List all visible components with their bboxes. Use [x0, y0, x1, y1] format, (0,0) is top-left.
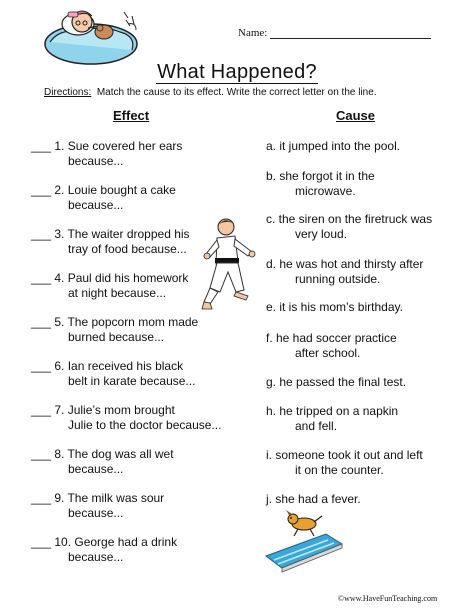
effect-continuation: because... [68, 549, 124, 564]
cause-text: b. she forgot it in the [266, 169, 375, 183]
cause-heading: Cause [336, 108, 376, 123]
karate-boy-illustration [200, 214, 258, 314]
directions [44, 87, 377, 98]
effect-text: ___ 5. The popcorn mom made [31, 315, 199, 329]
effect-text: ___ 8. The dog was all wet [31, 447, 174, 461]
cause-continuation: running outside. [295, 271, 381, 286]
name-input-line[interactable] [270, 27, 431, 39]
dog-jumping-pool-illustration [264, 510, 344, 574]
cause-continuation: it on the counter. [295, 462, 384, 477]
directions-label: Directions: [44, 87, 92, 98]
cause-continuation: microwave. [295, 183, 356, 198]
name-label: Name: [238, 27, 268, 39]
cause-item-f [266, 331, 397, 360]
effect-item-6 [31, 359, 195, 388]
cause-continuation: after school. [295, 345, 361, 360]
cause-item-g [266, 375, 406, 390]
effect-heading: Effect [113, 108, 150, 123]
effect-text: ___ 3. The waiter dropped his [31, 227, 190, 241]
effect-item-3 [31, 227, 190, 256]
effect-continuation: burned because... [68, 329, 165, 344]
cause-item-h [266, 404, 398, 433]
cause-continuation: and fell. [295, 418, 338, 433]
effect-continuation: tray of food because... [68, 241, 187, 256]
effect-continuation: because... [68, 461, 124, 476]
effect-item-1 [31, 139, 182, 168]
cause-continuation: very loud. [295, 226, 348, 241]
effect-text: ___ 10. George had a drink [31, 535, 178, 549]
effect-continuation: Julie to the doctor because... [68, 417, 222, 432]
cause-text: h. he tripped on a napkin [266, 404, 399, 418]
effect-text: ___ 2. Louie bought a cake [31, 183, 176, 197]
effect-continuation: because... [68, 153, 124, 168]
cause-text: c. the siren on the firetruck was [266, 212, 433, 226]
cause-text: d. he was hot and thirsty after [266, 257, 424, 271]
effect-item-10 [31, 535, 177, 564]
effect-item-7 [31, 403, 221, 432]
name-field [238, 27, 431, 39]
effect-item-2 [31, 183, 176, 212]
cause-item-e [266, 300, 403, 315]
effect-continuation: belt in karate because... [68, 373, 196, 388]
cause-text: e. it is his mom’s birthday. [266, 300, 403, 314]
effect-text: ___ 9. The milk was sour [31, 491, 165, 505]
effect-item-5 [31, 315, 198, 344]
cause-text: i. someone took it out and left [266, 448, 423, 462]
page-title [0, 61, 474, 84]
effect-text: ___ 7. Julie’s mom brought [31, 403, 175, 417]
cause-item-i [266, 448, 423, 477]
cause-item-a [266, 139, 400, 154]
effect-text: ___ 1. Sue covered her ears [31, 139, 183, 153]
effect-item-4 [31, 271, 188, 300]
cause-text: g. he passed the final test. [266, 375, 407, 389]
cause-text: a. it jumped into the pool. [266, 139, 401, 153]
cause-item-d [266, 257, 423, 286]
effect-continuation: because... [68, 505, 124, 520]
cause-item-c [266, 212, 432, 241]
directions-text: Match the cause to its effect. Write the correct letter on the line. [96, 87, 377, 98]
cause-item-j [266, 492, 361, 507]
effect-item-9 [31, 491, 164, 520]
effect-text: ___ 6. Ian received his black [31, 359, 184, 373]
cause-text: j. she had a fever. [266, 492, 361, 506]
effect-text: ___ 4. Paul did his homework [31, 271, 189, 285]
effect-continuation: at night because... [68, 285, 167, 300]
copyright-footer: ©www.HaveFunTeaching.com [338, 594, 438, 603]
cause-item-b [266, 169, 375, 198]
page-title-text: What Happened? [157, 61, 317, 83]
sick-girl-in-bed-illustration [40, 2, 142, 70]
cause-text: f. he had soccer practice [266, 331, 397, 345]
effect-item-8 [31, 447, 174, 476]
effect-continuation: because... [68, 197, 124, 212]
